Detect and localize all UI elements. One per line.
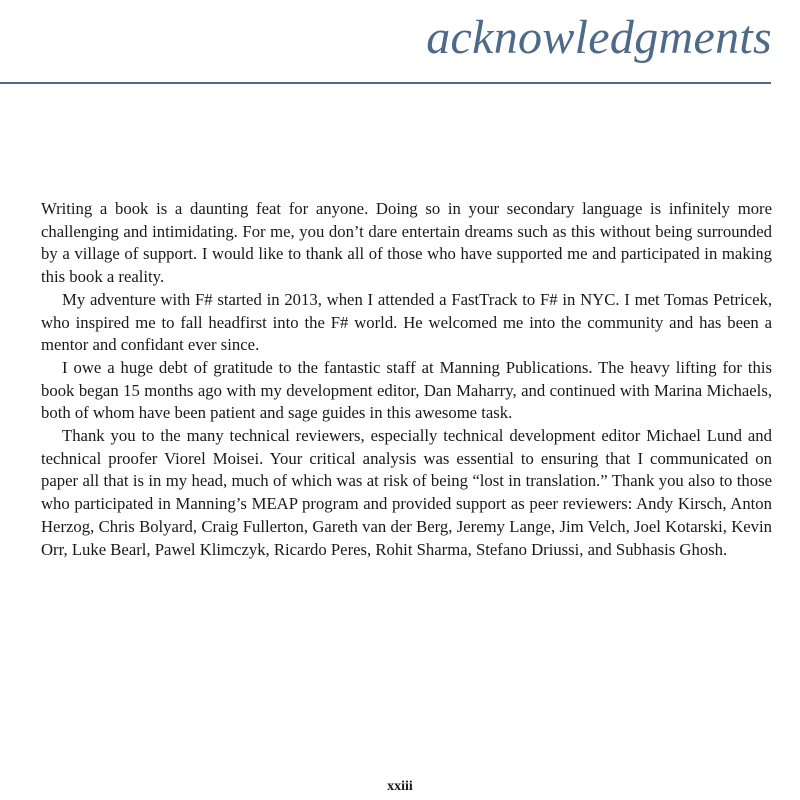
paragraph-reviewers: Thank you to the many technical reviewers, especially technical development editor Michael Lund and technical proofer Viorel Moisei. Your critical analysis was essential to ensuring that I communicated on paper all that is in my head, much of which was at risk of being “lost in translation.” Thank you also to those who participated in Manning’s MEAP program and provided support as peer reviewers: Andy Kirsch, Anton Herzog, Chris Bolyard, Craig Fullerton, Gareth van der Berg, Jeremy Lange, Jim Velch, Joel Kotarski, Kevin Orr, Luke Bearl, Pawel Klimczyk, Ricardo Peres, Rohit Sharma, Stefano Driussi, and Subhasis Ghosh. bbox=[41, 426, 772, 559]
paragraph-intro: Writing a book is a daunting feat for anyone. Doing so in your secondary language is infinitely more challenging and intimidating. For me, you don’t dare entertain dreams such as this without being surrounded by a village of support. I would like to thank all of those who have supported me and participated in making this book a reality. bbox=[41, 199, 772, 287]
page-number: xxiii bbox=[387, 779, 413, 794]
title-underline-divider bbox=[0, 82, 771, 84]
acknowledgments-body bbox=[41, 198, 772, 561]
page-title: acknowledgments bbox=[426, 11, 772, 64]
paragraph-manning-staff: I owe a huge debt of gratitude to the fantastic staff at Manning Publications. The heavy lifting for this book began 15 months ago with my development editor, Dan Maharry, and continued with Marina Michaels, both of whom have been patient and sage guides in this awesome task. bbox=[41, 357, 772, 423]
paragraph-fsharp-adventure: My adventure with F# started in 2013, when I attended a FastTrack to F# in NYC. I met Tomas Petricek, who inspired me to fall headfirst into the F# world. He welcomed me into the community and has been a mentor and confidant ever since. bbox=[41, 289, 772, 355]
